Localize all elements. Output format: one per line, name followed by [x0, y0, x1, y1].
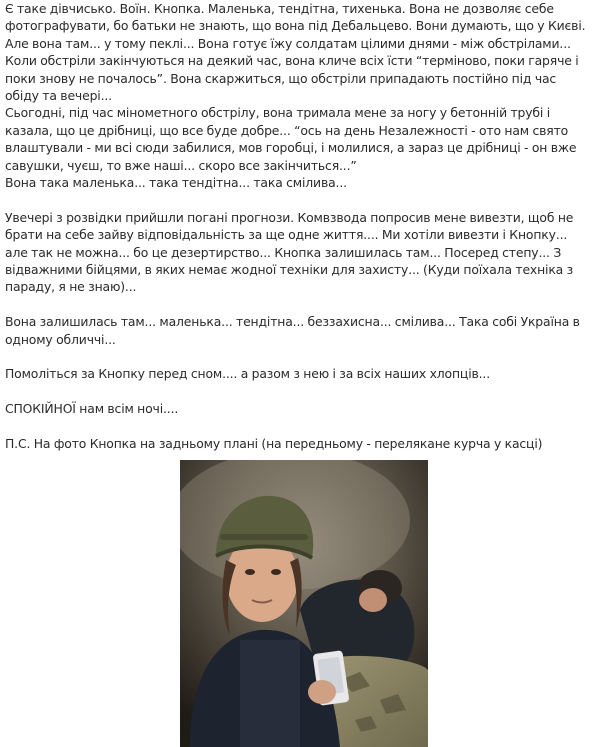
- paragraph-3: Вона така маленька... така тендітна... така смілива...: [5, 175, 347, 191]
- spacer: [5, 296, 593, 313]
- spacer: [5, 348, 593, 365]
- paragraph-7: СПОКІЙНОЇ нам всім ночі....: [5, 401, 179, 417]
- paragraph-4: Увечері з розвідки прийшли погані прогнози. Комвзвода попросив мене вивезти, щоб не брати на себе зайву відповідальність за ще одне життя.... Ми хотіли вивезти і Кнопку... але так не можна... бо це дезертирство... Кнопка залишилась там... Посеред степу... З відважними бійцями, в яких немає жодної техніки для захисту... (Куди поїхала техніка з параду, я не знаю)...: [5, 209, 574, 295]
- post-photo[interactable]: [180, 460, 428, 747]
- paragraph-8: П.С. На фото Кнопка на задньому плані (на передньому - перелякане курча у касці): [5, 436, 543, 452]
- paragraph-6: Помоліться за Кнопку перед сном.... а разом з нею і за всіх наших хлопців...: [5, 366, 491, 382]
- spacer: [5, 191, 593, 208]
- paragraph-1: Є таке дівчисько. Воїн. Кнопка. Маленька, тендітна, тихенька. Вона не дозволяє себе фотографувати, бо батьки не знають, що вона під Дебальцево. Вони думають, що у Києві. Але вона там... у тому пеклі... Вона готує їжу солдатам цілими днями - між обстрілами... Коли обстріли закінчуються на деякий час, вона кличе всіх їсти “терміново, поки гаряче і поки знову не почалось”. Вона скаржиться, що обстріли припадають постійно під час обіду та вечері...: [5, 1, 586, 104]
- paragraph-2: Сьогодні, під час мінометного обстрілу, вона тримала мене за ногу у бетонній трубі і казала, що це дрібниці, що все буде добре... “ось на день Незалежності - ото нам свято влаштували - ми всі сюди забилися, мов горобці, і молилися, а зараз це дрібниці - он вже савушки, чуєш, то вже наші... скоро все закінчиться...”: [5, 105, 577, 173]
- spacer: [5, 418, 593, 435]
- post-body: [5, 0, 593, 452]
- spacer: [5, 383, 593, 400]
- paragraph-5: Вона залишилась там... маленька... тендітна... беззахисна... смілива... Така собі Україна в одному обличчі...: [5, 314, 580, 347]
- photo-illustration: [180, 460, 428, 747]
